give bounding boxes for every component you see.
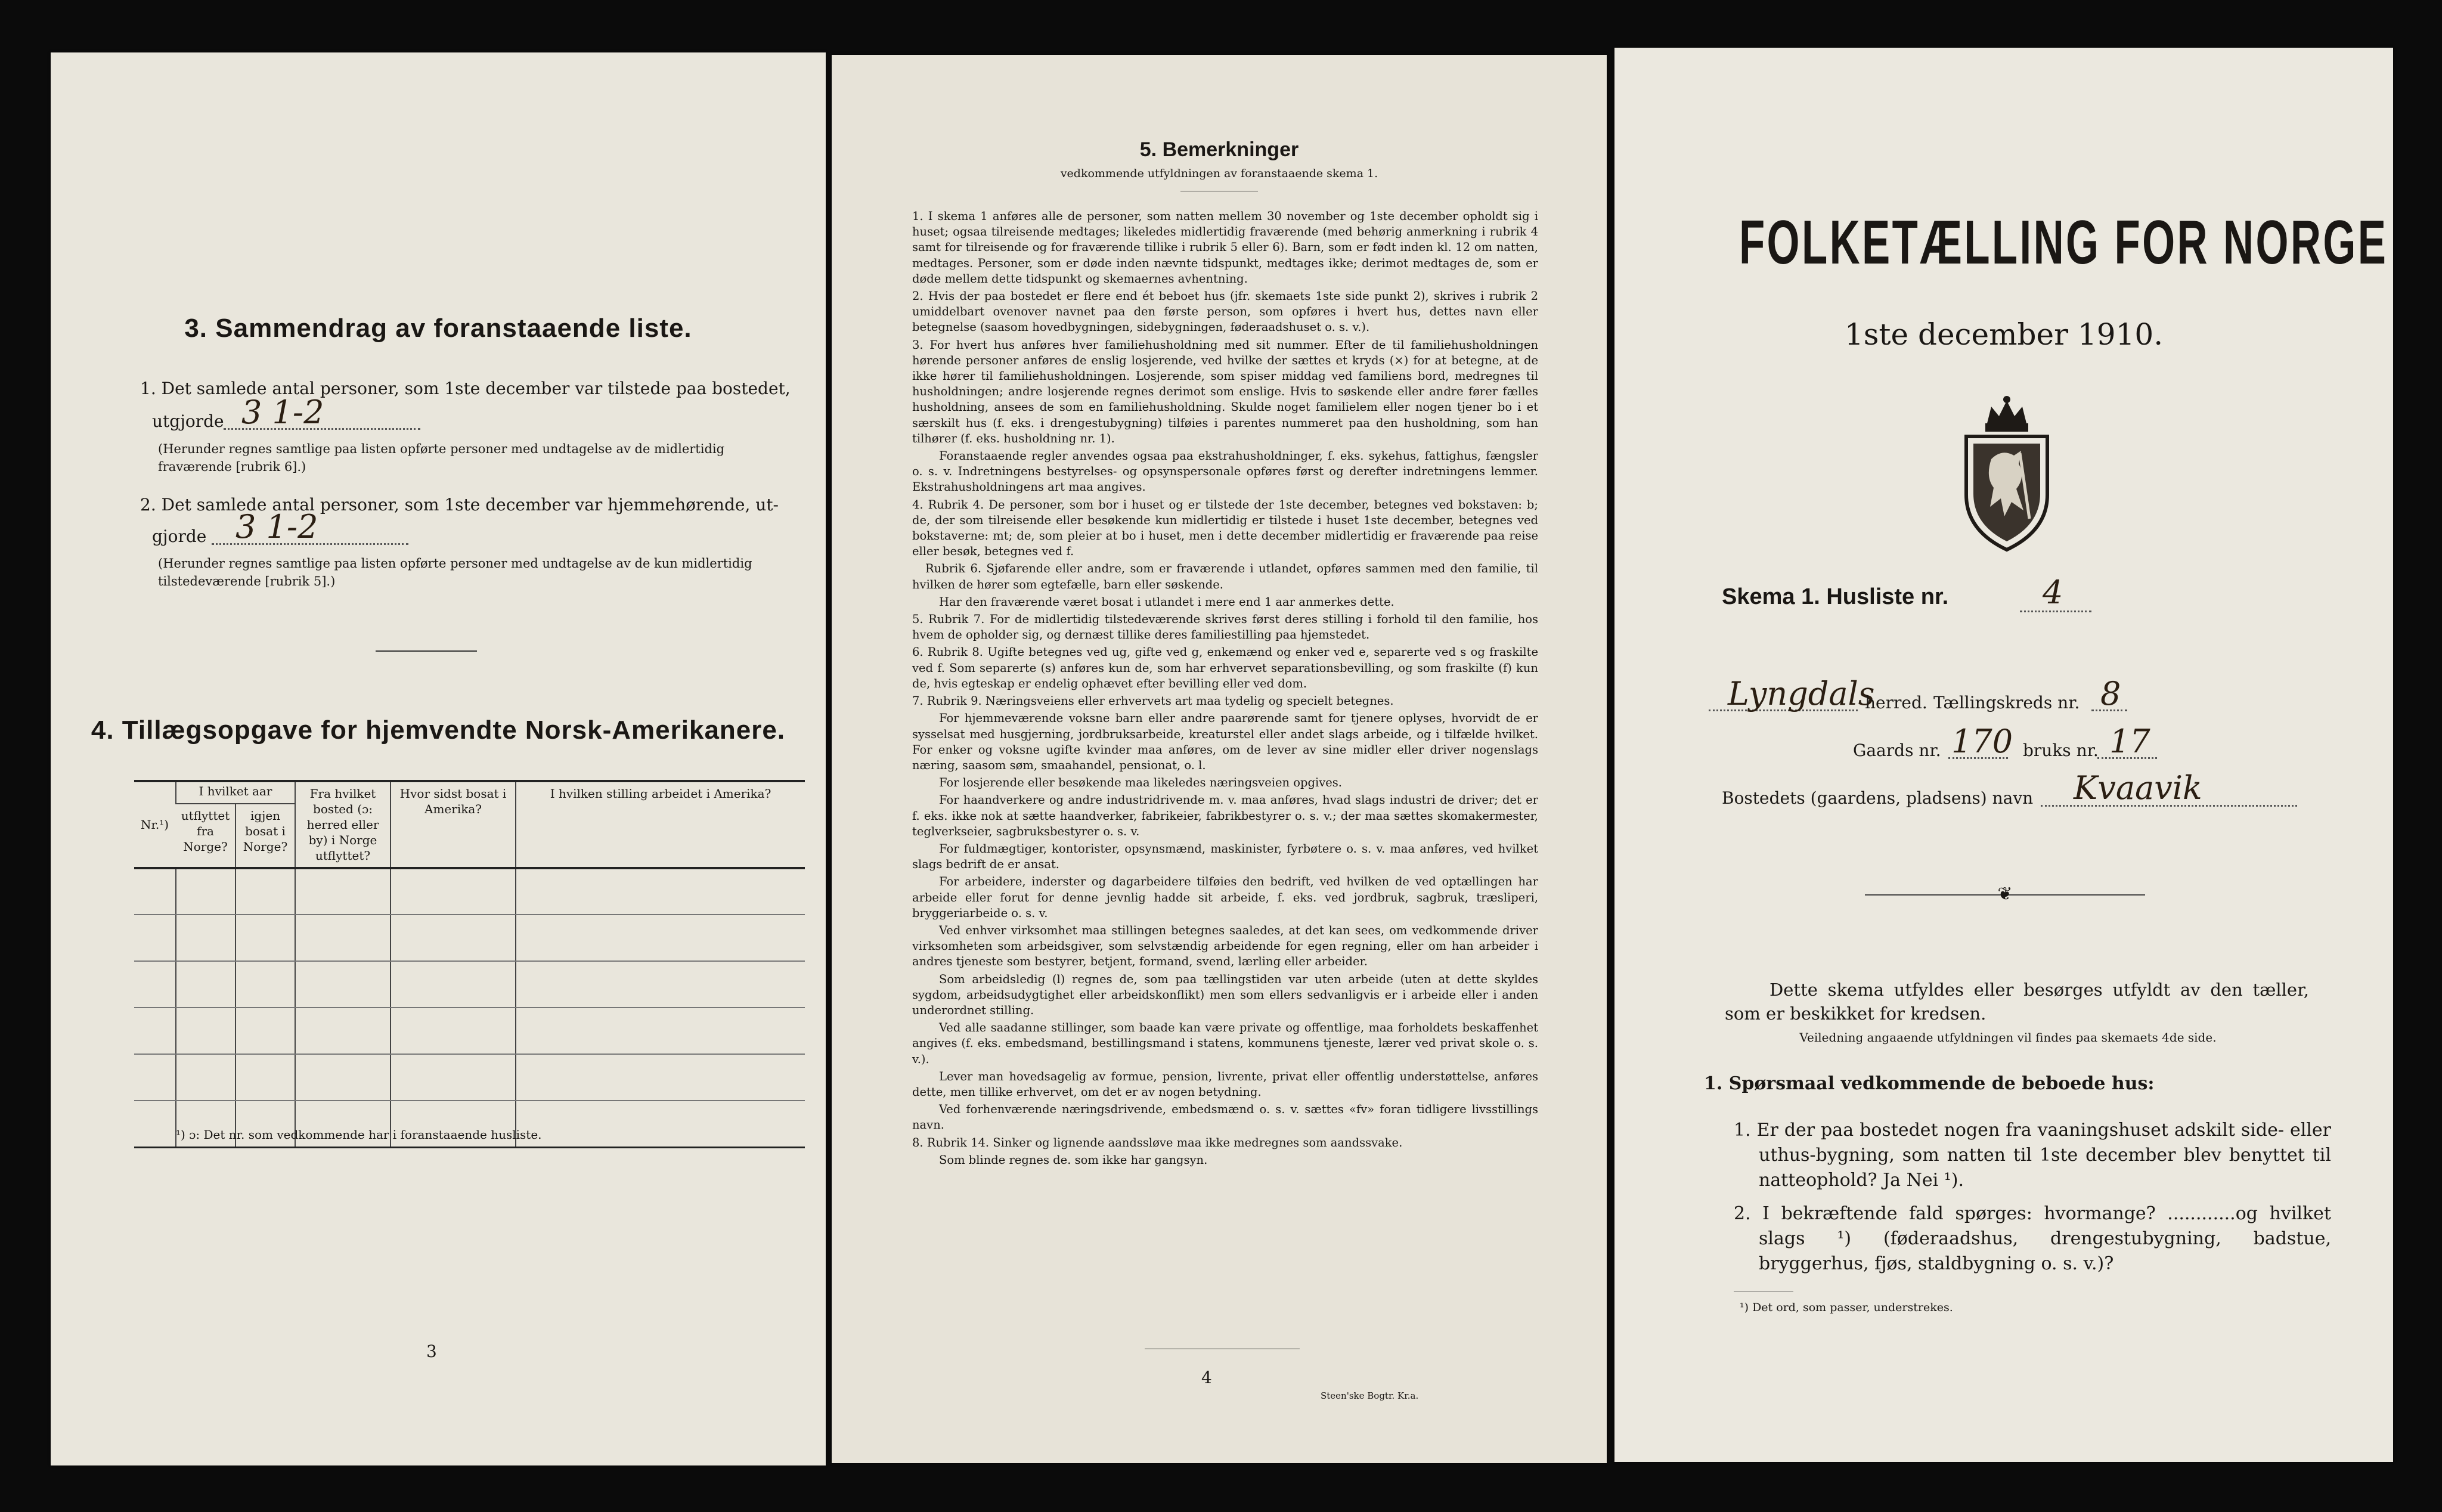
gaards-label: Gaards nr. [1853,740,1941,760]
col-stilling: I hvilken stilling arbeidet i Amerika? [516,781,805,868]
herred-value: Lyngdals [1728,675,1875,712]
section3-heading: 3. Sammendrag av foranstaaende liste. [184,314,692,343]
kreds-label: Tællingskreds nr. [1933,693,2080,712]
page-1 [1614,48,2393,1462]
remark: For fuldmægtiger, kontorister, opsynsmænd, maskinister, fyrbøtere o. s. v. maa anføres, ved hvilket slags bedrift de er ansat. [912,841,1538,872]
col-bosted: Fra hvilket bosted (ɔ: herred eller by) i Norge utflyttet? [295,781,391,868]
bosted-value: Kvaavik [2074,769,2202,807]
remark: 7. Rubrik 9. Næringsveiens eller erhvervets art maa tydelig og specielt betegnes. [912,694,1394,708]
item1-note: (Herunder regnes samtlige paa listen opførte personer med undtagelse av de midlertidig fraværende [rubrik 6].) [158,442,725,474]
schema-label: Skema 1. Husliste nr. [1722,584,1949,609]
coat-of-arms-icon [1954,394,2059,554]
table-row [134,868,805,915]
remark: Rubrik 6. Sjøfarende eller andre, som er fraværende i utlandet, opføres sammen med den familie, til hvilken de hører som egtefælle, barn eller søskende. [912,562,1538,591]
remarks-heading: 5. Bemerkninger [1139,138,1299,161]
table-row [134,961,805,1008]
bruks-label: bruks nr. [2023,740,2099,760]
intro-small: Veiledning angaaende utfyldningen vil findes paa skemaets 4de side. [1799,1030,2217,1045]
col-nr: Nr.¹) [134,781,176,868]
norsk-amerikanere-table [134,780,805,1148]
item1-text: 1. Det samlede antal personer, som 1ste december var tilstede paa bostedet, [140,379,791,398]
census-date: 1ste december 1910. [1844,317,2164,352]
remark: Ved forhenværende næringsdrivende, embedsmænd o. s. v. sættes «fv» foran tidligere livsstillings navn. [912,1102,1538,1132]
printer-mark: Steen'ske Bogtr. Kr.a. [1321,1390,1419,1401]
page-4 [832,55,1607,1463]
remark: Foranstaaende regler anvendes ogsaa paa ekstrahusholdninger, f. eks. sykehus, fattighus, fængsler o. s. v. Indretningens bestyrelses- og opsynspersonale opføres først og derefter indretningens lemmer. Ekstrahusholdningens art maa angives. [912,449,1538,494]
remark: For haandverkere og andre industridrivende m. v. maa anføres, hvad slags industri de driver; det er f. eks. ikke nok at sætte haandverker, fabrikeier, fabrikbestyrer o. s. v.; der maa sættes skomakermester, teglverkseier, sagbruksbestyrer o. s. v. [912,793,1538,838]
census-title: FOLKETÆLLING FOR NORGE [1738,208,2388,277]
remark: 4. Rubrik 4. De personer, som bor i huset og er tilstede der 1ste december, betegnes ved bokstaven: b; de, der som tilreisende eller besøkende kun midlertidig er tilstede i huset 1ste december, betegnes ved bokstaverne: mt; de, som pleier at bo i huset, men i dette december midlertidig er fraværende paa reise eller besøk, betegnes ved f. [912,497,1538,559]
col-amerika: Hvor sidst bosat i Amerika? [391,781,516,868]
bruks-value: 17 [2109,723,2150,760]
remarks-list [912,209,1538,1170]
intro-text: Dette skema utfyldes eller besørges utfyldt av den tæller, som er beskikket for kredsen. [1725,980,2309,1024]
table-row [134,1054,805,1101]
remark: For losjerende eller besøkende maa likeledes næringsveien opgives. [939,776,1342,790]
herred-label: herred. [1865,693,1927,712]
question-1: 1. Er der paa bostedet nogen fra vaaningshuset adskilt side- eller uthus-bygning, som natten til 1ste december blev benyttet til natteophold? Ja Nei ¹). [1734,1120,2331,1191]
question-2: 2. I bekræftende fald spørges: hvormange? ............og hvilket slags ¹) (føderaadshus, drengestubygning, badstue, bryggerhus, fjøs, staldbygning o. s. v.)? [1734,1203,2331,1274]
item2-text: 2. Det samlede antal personer, som 1ste december var hjemmehørende, ut- [140,495,779,515]
remark: 5. Rubrik 7. For de midlertidig tilstedeværende skrives først deres stilling i forhold til den familie, hos hvem de opholder sig, og dernæst tillike deres familiestilling paa hjemstedet. [912,612,1538,642]
remarks-subheading: vedkommende utfyldningen av foranstaaende skema 1. [1060,167,1378,180]
bosted-label: Bostedets (gaardens, pladsens) navn [1722,788,2034,808]
remark: 3. For hvert hus anføres hver familiehusholdning med sit nummer. Efter de til familiehusholdningen hørende personer anføres de enslig losjerende, ved hvilke der sættes et kryds (×) for at betegne, at de ikke hører til familiehusholdningen. Losjerende, som spiser middag ved familiens bord, medregnes til husholdningen; andre losjerende regnes derimot som enslige. Hvis to søskende eller andre fører fælles husholdning, ansees de som en familiehusholdning. Skulde noget familielem eller nogen tjener bo i et særskilt hus (f. eks. i drengestubygning) tilføies i parentes nummeret paa den husholdning, som han tilhører (f. eks. husholdning nr. 1). [912,337,1538,445]
table-row [134,915,805,961]
gaards-value: 170 [1951,723,2013,760]
col-igjen: igjen bosat i Norge? [235,804,295,868]
item2-value: 3 1-2 [235,508,318,546]
remark: 6. Rubrik 8. Ugifte betegnes ved ug, gifte ved g, enkemænd og enker ved e, separerte ved s og fraskilte ved f. Som separerte (s) anføres kun de, som har erhvervet separationsbevilling, og som fraskilte (f) kun de, hvis egteskap er endelig ophævet efter bevilling eller ved dom. [912,645,1538,690]
item1-label: utgjorde [152,411,224,431]
footnote: ¹) Det ord, som passer, understrekes. [1740,1301,1953,1314]
kreds-value: 8 [2100,675,2121,712]
questions-heading: 1. Spørsmaal vedkommende de beboede hus: [1704,1073,2155,1094]
remark: 1. I skema 1 anføres alle de personer, som natten mellem 30 november og 1ste december opholdt sig i huset; ogsaa tilreisende medtages; likeledes midlertidig fraværende (med behørig anmerkning i rubrik 4 samt for tilreisende og for fraværende tillike i rubrik 5 eller 6). Barn, som er født inden kl. 12 om natten, medtages. Personer, som er døde inden nævnte tidspunkt, medtages ikke; derimot medtages de, som er døde mellem dette tidspunkt og skemaernes avhentning. [912,209,1538,286]
remark: For hjemmeværende voksne barn eller andre paarørende samt for tjenere oplyses, hvorvidt de er sysselsat med husgjerning, jordbruksarbeide, kreaturstel eller andet slags arbeide, og i tilfælde hvilket. For enker og voksne ugifte kvinder maa anføres, om de lever av sine midler eller driver nogenslags næring, saasom søm, smaahandel, pensionat, o. l. [912,711,1538,772]
section4-heading: 4. Tillægsopgave for hjemvendte Norsk-Amerikanere. [91,715,786,745]
page-number-4: 4 [1201,1368,1212,1387]
item2-label: gjorde [152,526,207,546]
col-utflyttet: utflyttet fra Norge? [176,804,235,868]
page-number-3: 3 [426,1341,437,1361]
remark: For arbeidere, inderster og dagarbeidere tilføies den bedrift, ved hvilken de ved optællingen har arbeide eller forut for denne jevnlig hadde sit arbeide, f. eks. ved jordbruk, sagbruk, træsliperi, bryggeriarbeide o. s. v. [912,875,1538,920]
remark: Har den fraværende været bosat i utlandet i mere end 1 aar anmerkes dette. [939,594,1394,609]
item1-value: 3 1-2 [241,394,324,431]
col-group: I hvilket aar [176,781,295,804]
remark: Som blinde regnes de. som ikke har gangsyn. [939,1152,1208,1167]
husliste-nr: 4 [2043,574,2063,611]
remark: Som arbeidsledig (l) regnes de, som paa tællingstiden var uten arbeide (uten at dette skyldes sygdom, arbeidsudygtighet eller arbeidskonflikt) men som ellers sedvanligvis er i arbeide eller i anden underordnet stilling. [912,972,1538,1017]
remark: 2. Hvis der paa bostedet er flere end ét beboet hus (jfr. skemaets 1ste side punkt 2), skrives i rubrik 2 umiddelbart ovenover navnet paa den første person, som opføres i hvert hus, dettes navn eller betegnelse (saasom hovedbygningen, sidebygningen, føderaadshuset o. s. v.). [912,289,1538,334]
item2-note: (Herunder regnes samtlige paa listen opførte personer med undtagelse av de kun midlertidig tilstedeværende [rubrik 5].) [158,556,752,588]
table-row [134,1008,805,1054]
remark: Lever man hovedsagelig av formue, pension, livrente, privat eller offentlig understøttelse, anføres dette, men tillike erhvervet, om det er av nogen betydning. [912,1069,1538,1099]
page-3 [51,52,826,1465]
remark: 8. Rubrik 14. Sinker og lignende aandssløve maa ikke medregnes som aandssvake. [912,1135,1403,1150]
remark: Ved alle saadanne stillinger, som baade kan være private og offentlige, maa forholdets beskaffenhet angives (f. eks. embedsmand, bestillingsmand i statens, kommunens tjeneste, lærer ved privat skole o. s. v.). [912,1021,1538,1066]
remark: Ved enhver virksomhet maa stillingen betegnes saaledes, at det kan sees, om vedkommende driver virksomheten som arbeidsgiver, som selvstændig arbeidende for egen regning, eller om han arbeider i andres tjeneste som bestyrer, betjent, formand, svend, lærling eller arbeider. [912,923,1538,969]
ornament-icon: ❦ [1997,884,2013,904]
table-footnote: ¹) ɔ: Det nr. som vedkommende har i foranstaaende husliste. [176,1127,542,1142]
